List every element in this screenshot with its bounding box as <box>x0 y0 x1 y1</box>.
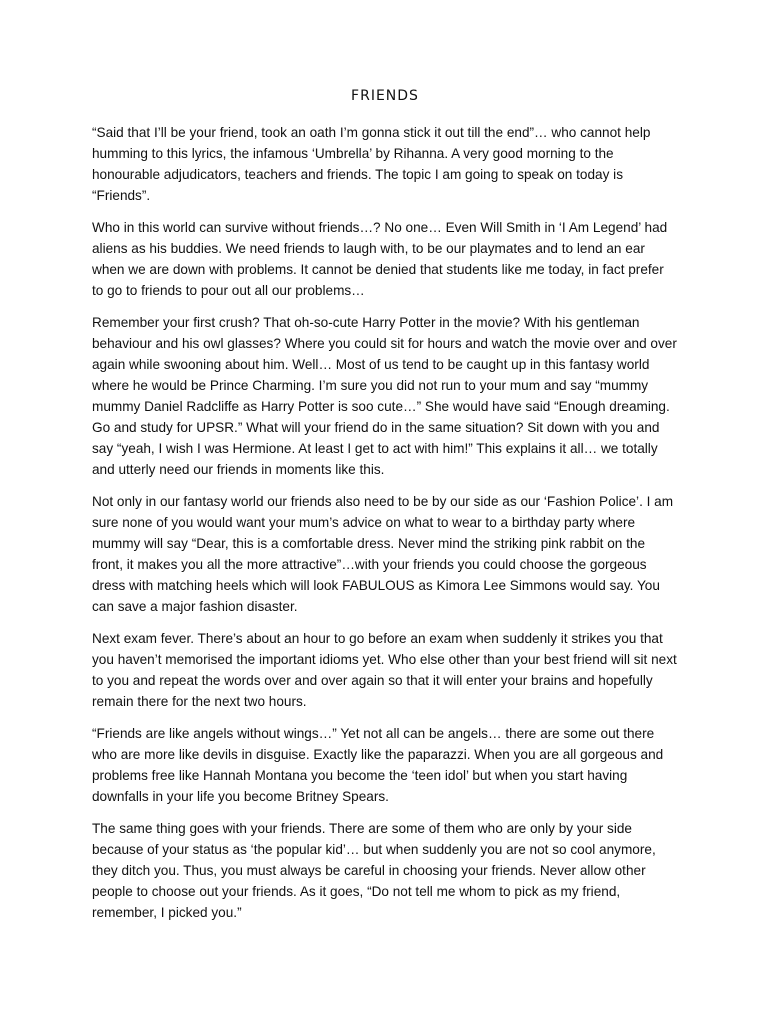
paragraph-2: Who in this world can survive without friends…? No one… Even Will Smith in ‘I Am Legend’ had aliens as his buddies. We need friends to laugh with, to be our playmates and to lend an ear when we are down with problems. It cannot be denied that students like me today, in fact prefer to go to friends to pour out all our problems… <box>92 220 668 298</box>
paragraph-5: Next exam fever. There’s about an hour to go before an exam when suddenly it strikes you that you haven’t memorised the important idioms yet. Who else other than your best friend will sit next to you and repeat the words over and over again so that it will enter your brains and hopefully remain there for the next two hours. <box>92 631 677 709</box>
paragraph-1: “Said that I’ll be your friend, took an oath I’m gonna stick it out till the end”… who cannot help humming to this lyrics, the infamous ‘Umbrella’ by Rihanna. A very good morning to the honourable adjudicators, teachers and friends. The topic I am going to speak on today is “Friends”. <box>92 125 651 203</box>
paragraph-3: Remember your first crush? That oh-so-cute Harry Potter in the movie? With his gentleman behaviour and his owl glasses? Where you could sit for hours and watch the movie over and over again while swooning about him. Well… Most of us tend to be caught up in this fantasy world where he would be Prince Charming. I’m sure you did not run to your mum and say “mummy mummy Daniel Radcliffe as Harry Potter is soo cute…” She would have said “Enough dreaming. Go and study for UPSR.” What will your friend do in the same situation? Sit down with you and say “yeah, I wish I was Hermione. At least I get to act with him!” This explains it all… we totally and utterly need our friends in moments like this. <box>92 315 677 477</box>
paragraph-7: The same thing goes with your friends. There are some of them who are only by your side because of your status as ‘the popular kid’… but when suddenly you are not so cool anymore, they ditch you. Thus, you must always be careful in choosing your friends. Never allow other people to choose out your friends. As it goes, “Do not tell me whom to pick as my friend, remember, I picked you.” <box>92 821 656 920</box>
paragraph-4: Not only in our fantasy world our friends also need to be by our side as our ‘Fashion Police’. I am sure none of you would want your mum’s advice on what to wear to a birthday party where mummy will say “Dear, this is a comfortable dress. Never mind the striking pink rabbit on the front, it makes you all the more attractive”…with your friends you could choose the gorgeous dress with matching heels which will look FABULOUS as Kimora Lee Simmons would say. You can save a major fashion disaster. <box>92 494 674 614</box>
paragraph-6: “Friends are like angels without wings…” Yet not all can be angels… there are some out there who are more like devils in disguise. Exactly like the paparazzi. When you are all gorgeous and problems free like Hannah Montana you become the ‘teen idol’ but when you start having downfalls in your life you become Britney Spears. <box>92 726 664 804</box>
document-title: FRIENDS <box>351 88 419 104</box>
